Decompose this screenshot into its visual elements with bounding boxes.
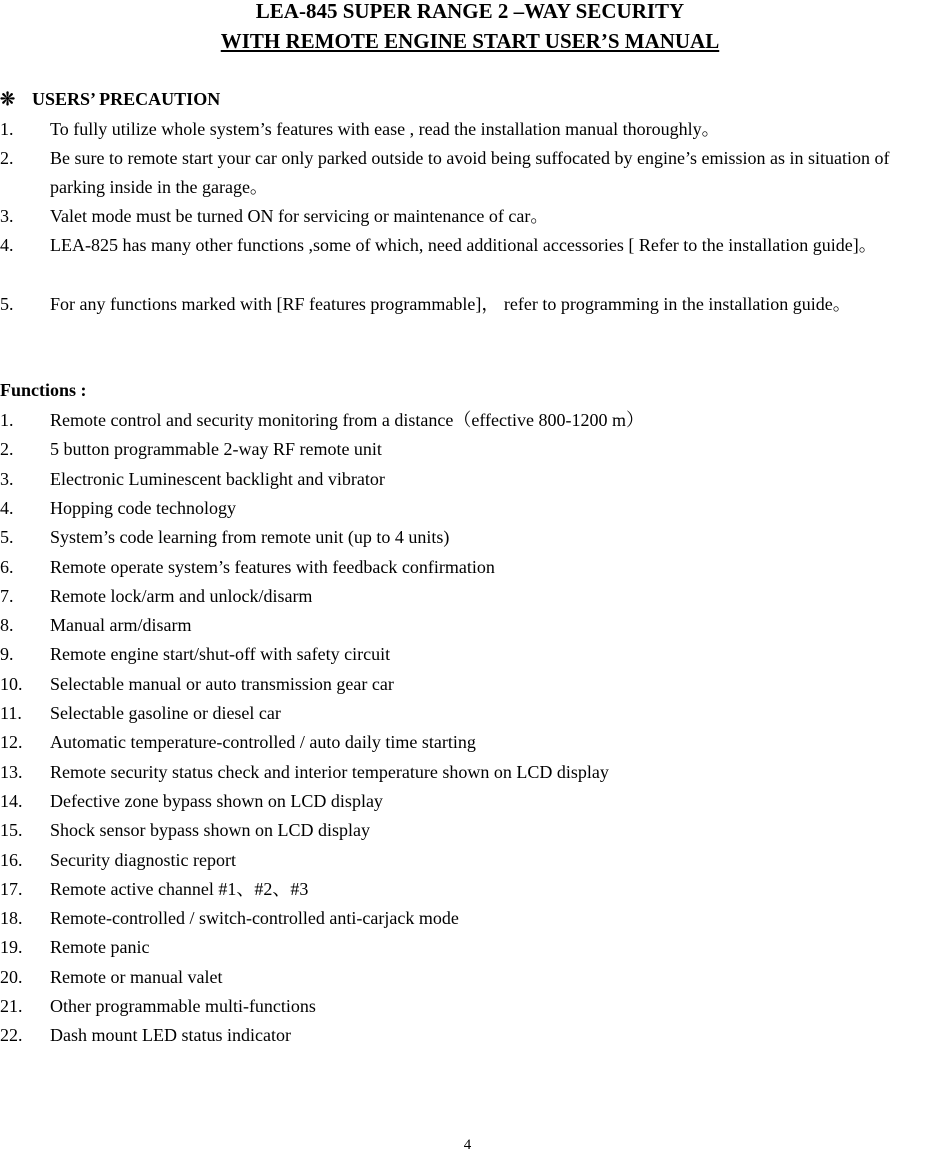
item-number: 8. [0,615,14,635]
item-text: Remote active channel #1、#2、#3 [50,879,309,899]
item-text: Hopping code technology [50,498,236,518]
item-text: Remote operate system’s features with feedback confirmation [50,557,495,577]
document-subtitle: WITH REMOTE ENGINE START USER’S MANUAL [220,29,720,53]
item-text: Manual arm/disarm [50,615,192,635]
item-text: Remote lock/arm and unlock/disarm [50,586,313,606]
item-number: 4. [0,498,14,518]
item-number: 3. [0,469,14,489]
item-number: 12. [0,732,23,752]
item-number: 4. [0,235,14,255]
item-number: 16. [0,850,23,870]
item-number: 9. [0,644,14,664]
item-text: Selectable gasoline or diesel car [50,703,281,723]
item-text: Valet mode must be turned ON for servicing or maintenance of car。 [50,206,549,226]
item-number: 14. [0,791,23,811]
item-text: Electronic Luminescent backlight and vibrator [50,469,385,489]
item-text: Be sure to remote start your car only parked outside to avoid being suffocated by engine’s emission as in situation of parking inside in the garage。 [50,148,890,197]
item-number: 3. [0,206,14,226]
item-number: 1. [0,119,14,139]
item-text: Remote engine start/shut-off with safety circuit [50,644,391,664]
item-number: 11. [0,703,22,723]
precaution-heading [0,87,220,111]
item-number: 22. [0,1025,23,1045]
item-text: Dash mount LED status indicator [50,1025,291,1045]
page-number: 4 [463,1137,472,1153]
item-number: 2. [0,439,14,459]
functions-heading: Functions : [0,380,87,400]
item-number: 5. [0,527,14,547]
item-number: 10. [0,674,23,694]
item-text: Remote control and security monitoring from a distance（effective 800-1200 m） [50,410,645,430]
item-number: 19. [0,937,23,957]
item-text: 5 button programmable 2-way RF remote unit [50,439,382,459]
item-text: Remote or manual valet [50,967,223,987]
item-text: To fully utilize whole system’s features with ease , read the installation manual thoroughly。 [50,119,720,139]
item-number: 20. [0,967,23,987]
document-title: LEA-845 SUPER RANGE 2 –WAY SECURITY [255,0,685,23]
item-number: 6. [0,557,14,577]
item-text: Remote-controlled / switch-controlled anti-carjack mode [50,908,459,928]
item-text: Remote security status check and interior temperature shown on LCD display [50,762,609,782]
item-text: Remote panic [50,937,150,957]
item-number: 21. [0,996,23,1016]
item-text: Selectable manual or auto transmission gear car [50,674,394,694]
precaution-heading-text: USERS’ PRECAUTION [32,89,221,109]
asterism-icon: ❊ [0,89,16,109]
item-number: 15. [0,820,23,840]
item-number: 5. [0,294,14,314]
item-text: Shock sensor bypass shown on LCD display [50,820,370,840]
item-number: 17. [0,879,23,899]
item-text: Other programmable multi-functions [50,996,316,1016]
item-text: Defective zone bypass shown on LCD display [50,791,383,811]
item-number: 13. [0,762,23,782]
item-text: LEA-825 has many other functions ,some of which, need additional accessories [ Refer to the installation guide]。 [50,235,877,255]
item-text: Security diagnostic report [50,850,236,870]
item-number: 7. [0,586,14,606]
item-number: 1. [0,410,14,430]
item-number: 18. [0,908,23,928]
item-number: 2. [0,148,14,168]
item-text: System’s code learning from remote unit (up to 4 units) [50,527,450,547]
item-text: Automatic temperature-controlled / auto daily time starting [50,732,476,752]
item-text: For any functions marked with [RF features programmable]， refer to programming in the installation guide。 [50,294,851,314]
